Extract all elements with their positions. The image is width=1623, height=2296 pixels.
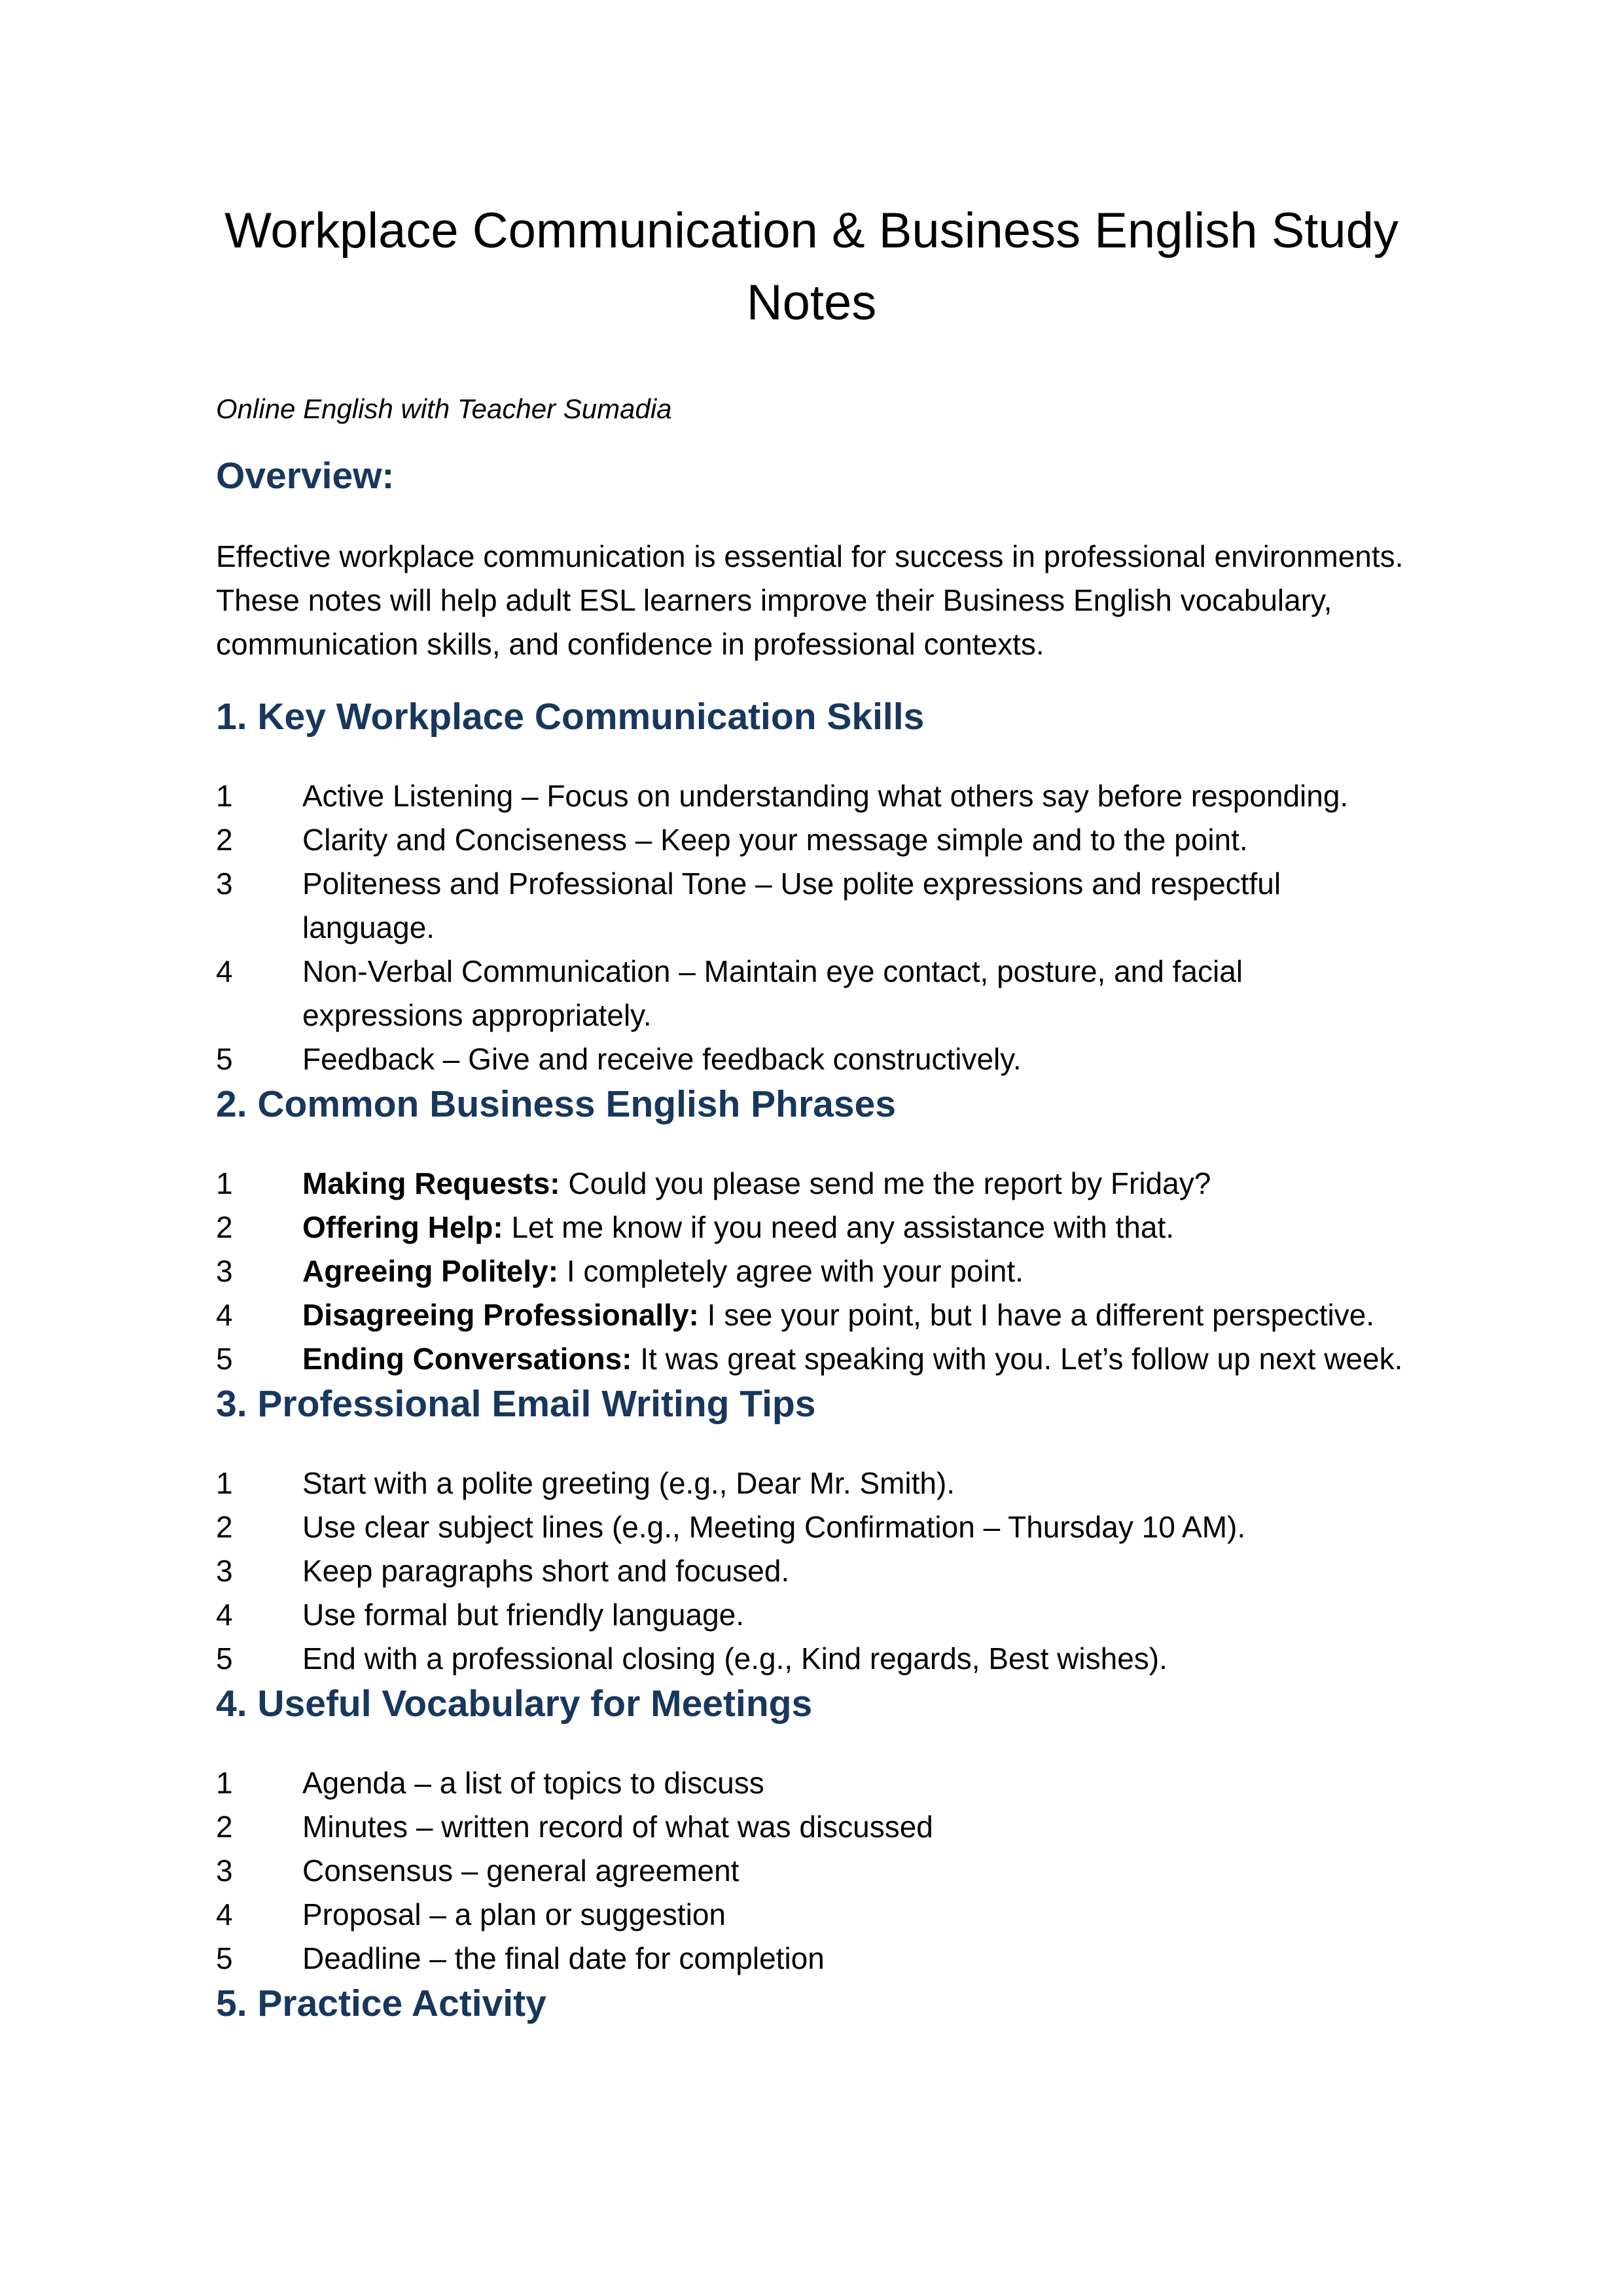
list-item-number: 2 <box>216 1810 233 1844</box>
list-item-number: 2 <box>216 1210 233 1244</box>
list-item-text: Clarity and Conciseness – Keep your message simple and to the point. <box>302 823 1248 857</box>
list-item-number: 3 <box>216 1554 233 1588</box>
list-item-text: Active Listening – Focus on understanding what others say before responding. <box>302 779 1349 813</box>
list-item-text: Minutes – written record of what was discussed <box>302 1810 933 1844</box>
list-item-text: Politeness and Professional Tone – Use polite expressions and respectful language. <box>302 867 1281 944</box>
list-item-number: 4 <box>216 1598 233 1632</box>
list-item-number: 5 <box>216 1042 233 1076</box>
numbered-list <box>216 1162 1407 1381</box>
list-item-text: Offering Help: Let me know if you need any assistance with that. <box>302 1210 1175 1244</box>
list-item <box>216 1505 1407 1549</box>
list-item-number: 1 <box>216 1166 233 1200</box>
list-item-lead: Making Requests: <box>302 1166 560 1200</box>
overview-paragraph: Effective workplace communication is essential for success in professional environments. These notes will help adult ESL learners improve their Business English vocabulary, communication skills, and confidence in professional contexts. <box>216 539 1404 661</box>
overview-heading: Overview: <box>216 455 395 497</box>
numbered-list <box>216 1462 1407 1681</box>
section-heading: 3. Professional Email Writing Tips <box>216 1383 816 1425</box>
list-item-number: 5 <box>216 1941 233 1975</box>
list-item <box>216 1549 1407 1593</box>
section-heading: 1. Key Workplace Communication Skills <box>216 696 925 738</box>
list-item <box>216 1162 1407 1206</box>
list-item-number: 2 <box>216 1510 233 1544</box>
list-item-text: Non-Verbal Communication – Maintain eye contact, posture, and facial expressions appropriately. <box>302 954 1243 1032</box>
list-item-text: Deadline – the final date for completion <box>302 1941 825 1975</box>
list-item-text: Proposal – a plan or suggestion <box>302 1897 726 1931</box>
list-item-text: Feedback – Give and receive feedback constructively. <box>302 1042 1022 1076</box>
list-item <box>216 950 1407 1037</box>
list-item <box>216 774 1407 818</box>
list-item <box>216 1761 1407 1805</box>
list-item-text: End with a professional closing (e.g., Kind regards, Best wishes). <box>302 1641 1168 1676</box>
list-item-lead: Offering Help: <box>302 1210 503 1244</box>
list-item-number: 2 <box>216 823 233 857</box>
list-item <box>216 1462 1407 1505</box>
list-item-text: Agreeing Politely: I completely agree with your point. <box>302 1254 1024 1288</box>
list-item-text: Ending Conversations: It was great speaking with you. Let’s follow up next week. <box>302 1342 1403 1376</box>
list-item-text: Start with a polite greeting (e.g., Dear Mr. Smith). <box>302 1466 955 1500</box>
document-subtitle: Online English with Teacher Sumadia <box>216 393 672 424</box>
list-item <box>216 1249 1407 1293</box>
list-item-text: Keep paragraphs short and focused. <box>302 1554 790 1588</box>
list-item <box>216 1037 1407 1081</box>
list-item <box>216 1293 1407 1337</box>
list-item-number: 1 <box>216 779 233 813</box>
list-item-number: 1 <box>216 1766 233 1800</box>
list-item <box>216 862 1407 950</box>
list-item <box>216 1206 1407 1249</box>
list-item <box>216 818 1407 862</box>
list-item <box>216 1937 1407 1981</box>
section-heading: 2. Common Business English Phrases <box>216 1083 896 1125</box>
list-item-number: 5 <box>216 1641 233 1676</box>
list-item-number: 4 <box>216 954 233 988</box>
list-item-number: 3 <box>216 867 233 901</box>
list-item <box>216 1337 1407 1381</box>
list-item-number: 1 <box>216 1466 233 1500</box>
list-item-number: 5 <box>216 1342 233 1376</box>
list-item-lead: Ending Conversations: <box>302 1342 632 1376</box>
list-item-text: Use formal but friendly language. <box>302 1598 745 1632</box>
list-item-number: 3 <box>216 1854 233 1888</box>
list-item-number: 4 <box>216 1298 233 1332</box>
list-item <box>216 1849 1407 1893</box>
numbered-list <box>216 774 1407 1081</box>
list-item <box>216 1593 1407 1637</box>
list-item <box>216 1637 1407 1681</box>
list-item-number: 4 <box>216 1897 233 1931</box>
list-item-lead: Agreeing Politely: <box>302 1254 559 1288</box>
sections-container <box>216 694 1407 2026</box>
list-item-text: Making Requests: Could you please send me the report by Friday? <box>302 1166 1211 1200</box>
list-item-text: Disagreeing Professionally: I see your point, but I have a different perspective. <box>302 1298 1375 1332</box>
list-item-text: Consensus – general agreement <box>302 1854 740 1888</box>
section-heading: 5. Practice Activity <box>216 1982 546 2024</box>
numbered-list <box>216 1761 1407 1981</box>
list-item-text: Use clear subject lines (e.g., Meeting Confirmation – Thursday 10 AM). <box>302 1510 1246 1544</box>
document-title: Workplace Communication & Business English Study Notes <box>224 203 1399 331</box>
list-item-lead: Disagreeing Professionally: <box>302 1298 699 1332</box>
list-item <box>216 1893 1407 1937</box>
list-item <box>216 1805 1407 1849</box>
list-item-text: Agenda – a list of topics to discuss <box>302 1766 764 1800</box>
section-heading: 4. Useful Vocabulary for Meetings <box>216 1683 813 1725</box>
list-item-number: 3 <box>216 1254 233 1288</box>
